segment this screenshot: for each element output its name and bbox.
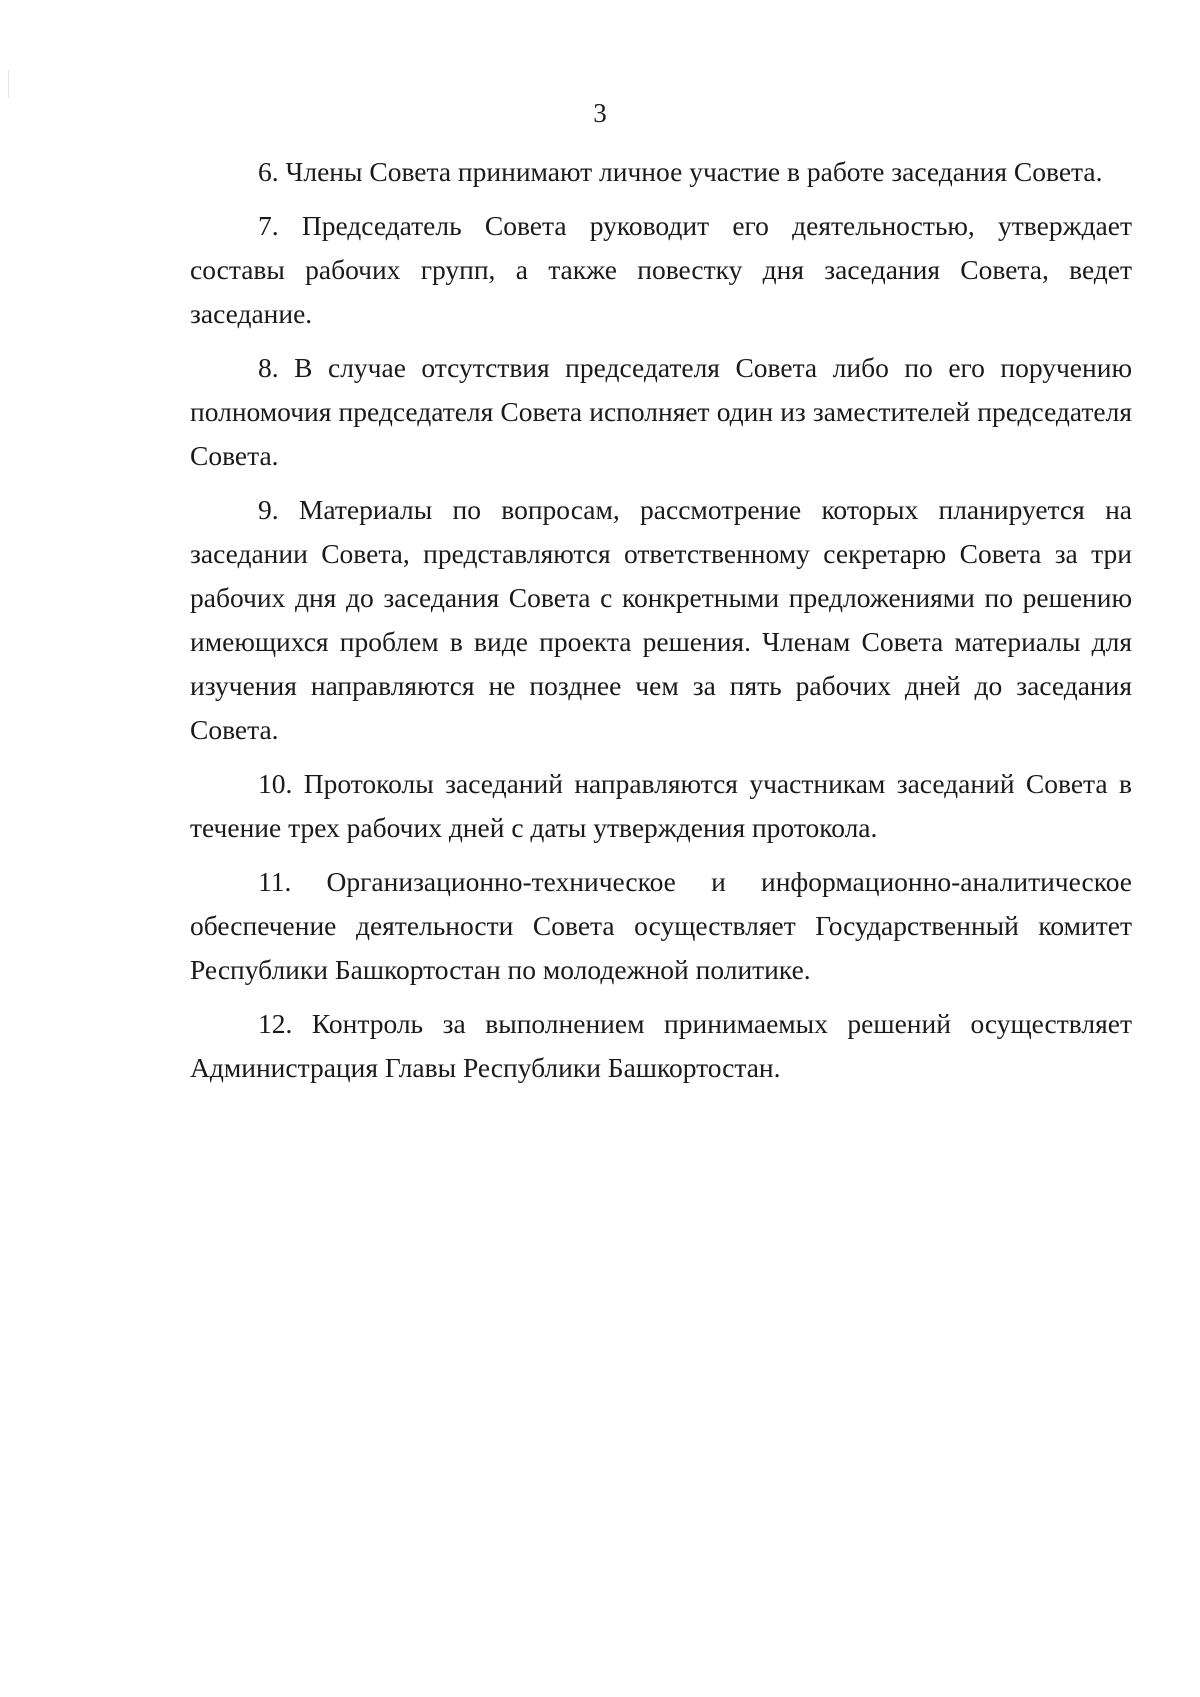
scan-edge-mark [8, 70, 9, 98]
paragraph-7: 7. Председатель Совета руководит его деятельностью, утверждает составы рабочих групп, а также повестку дня заседания Совета, ведет заседание. [190, 210, 1132, 329]
paragraph-6: 6. Члены Совета принимают личное участие в работе заседания Совета. [258, 156, 1103, 187]
paragraph-10: 10. Протоколы заседаний направляются участникам заседаний Совета в течение трех рабочих дней с даты утверждения протокола. [190, 768, 1132, 843]
paragraph-9: 9. Материалы по вопросам, рассмотрение которых планируется на заседании Совета, представляются ответственному секретарю Совета за три рабочих дня до заседания Совета с конкретными предложениями по решению имеющихся проблем в виде проекта решения. Членам Совета материалы для изучения направляются не позднее чем за пять рабочих дней до заседания Совета. [190, 494, 1132, 745]
document-body [190, 150, 1132, 1100]
paragraph-12: 12. Контроль за выполнением принимаемых решений осуществляет Администрация Главы Республики Башкортостан. [190, 1008, 1132, 1083]
paragraph-8: 8. В случае отсутствия председателя Совета либо по его поручению полномочия председателя Совета исполняет один из заместителей председателя Совета. [190, 352, 1132, 471]
paragraph-11: 11. Организационно-техническое и информационно-аналитическое обеспечение деятельности Совета осуществляет Государственный комитет Республики Башкортостан по молодежной политике. [190, 866, 1132, 985]
page-number: 3 [593, 98, 607, 128]
